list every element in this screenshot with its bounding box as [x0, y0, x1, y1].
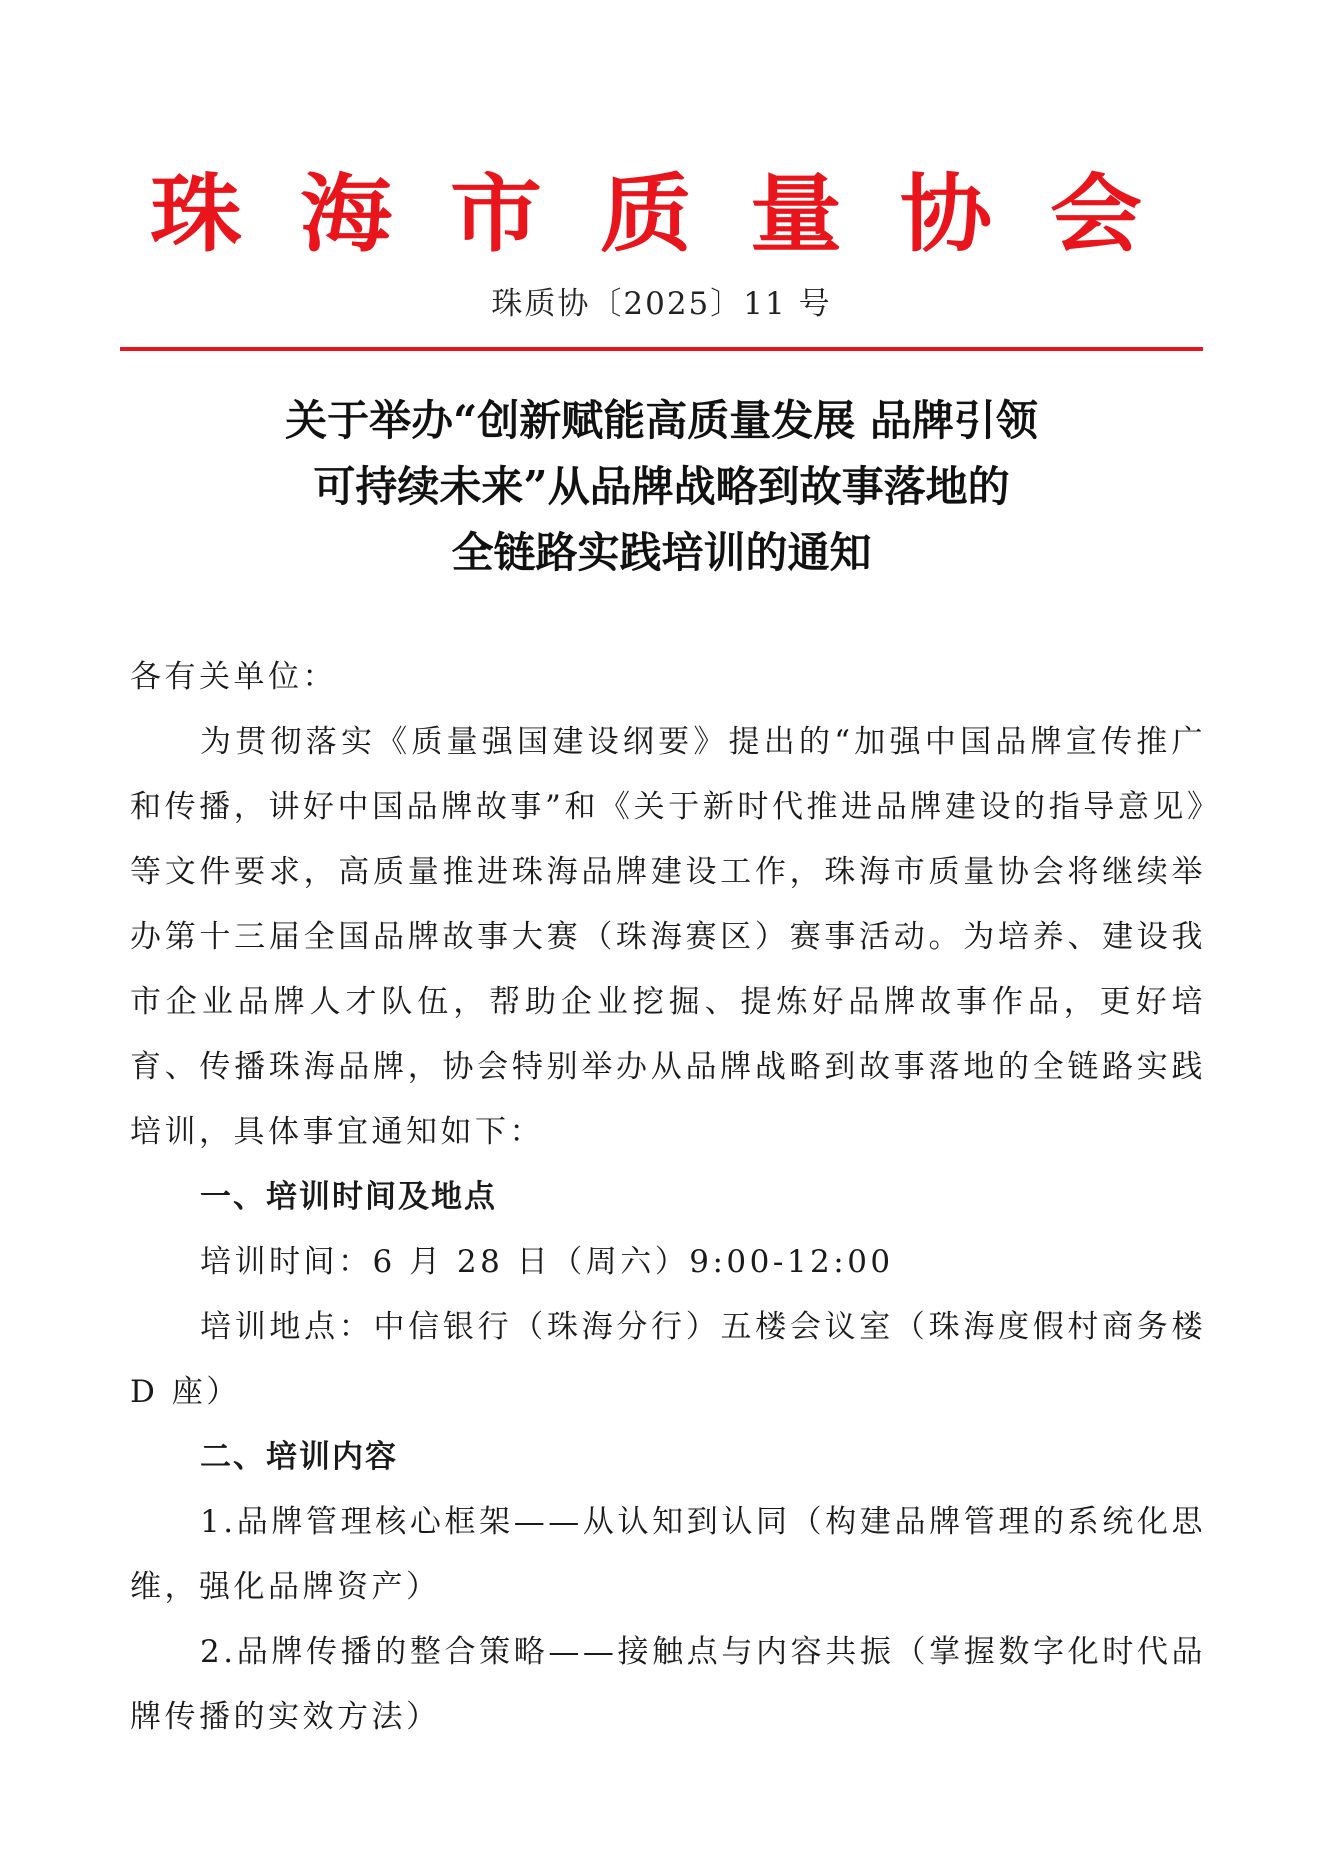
notice-title	[0, 388, 1323, 586]
notice-body	[130, 645, 1206, 1750]
notice-title-line-2: 可持续未来”从品牌战略到故事落地的	[313, 462, 1010, 511]
salutation: 各有关单位：	[130, 659, 337, 695]
document-number: 珠质协〔2025〕11 号	[491, 286, 832, 322]
content-item-2: 2.品牌传播的整合策略——接触点与内容共振（掌握数字化时代品牌传播的实效方法）	[130, 1634, 1206, 1735]
training-place: 培训地点：中信银行（珠海分行）五楼会议室（珠海度假村商务楼 D 座）	[130, 1309, 1206, 1410]
red-divider-line	[120, 347, 1203, 351]
content-item-1: 1.品牌管理核心框架——从认知到认同（构建品牌管理的系统化思维，强化品牌资产）	[130, 1504, 1206, 1605]
section-heading-content: 二、培训内容	[200, 1439, 398, 1475]
notice-title-line-1: 关于举办“创新赋能高质量发展 品牌引领	[285, 396, 1038, 445]
org-name-header: 珠海市质量协会	[150, 165, 1201, 264]
intro-paragraph: 为贯彻落实《质量强国建设纲要》提出的“加强中国品牌宣传推广和传播，讲好中国品牌故事”和《关于新时代推进品牌建设的指导意见》等文件要求，高质量推进珠海品牌建设工作，珠海市质量协会将继续举办第十三届全国品牌故事大赛（珠海赛区）赛事活动。为培养、建设我市企业品牌人才队伍，帮助企业挖掘、提炼好品牌故事作品，更好培育、传播珠海品牌，协会特别举办从品牌战略到故事落地的全链路实践培训，具体事宜通知如下：	[130, 724, 1206, 1150]
notice-title-line-3: 全链路实践培训的通知	[451, 528, 872, 577]
training-time: 培训时间：6 月 28 日（周六）9:00-12:00	[200, 1244, 894, 1280]
section-heading-time-place: 一、培训时间及地点	[200, 1179, 497, 1215]
